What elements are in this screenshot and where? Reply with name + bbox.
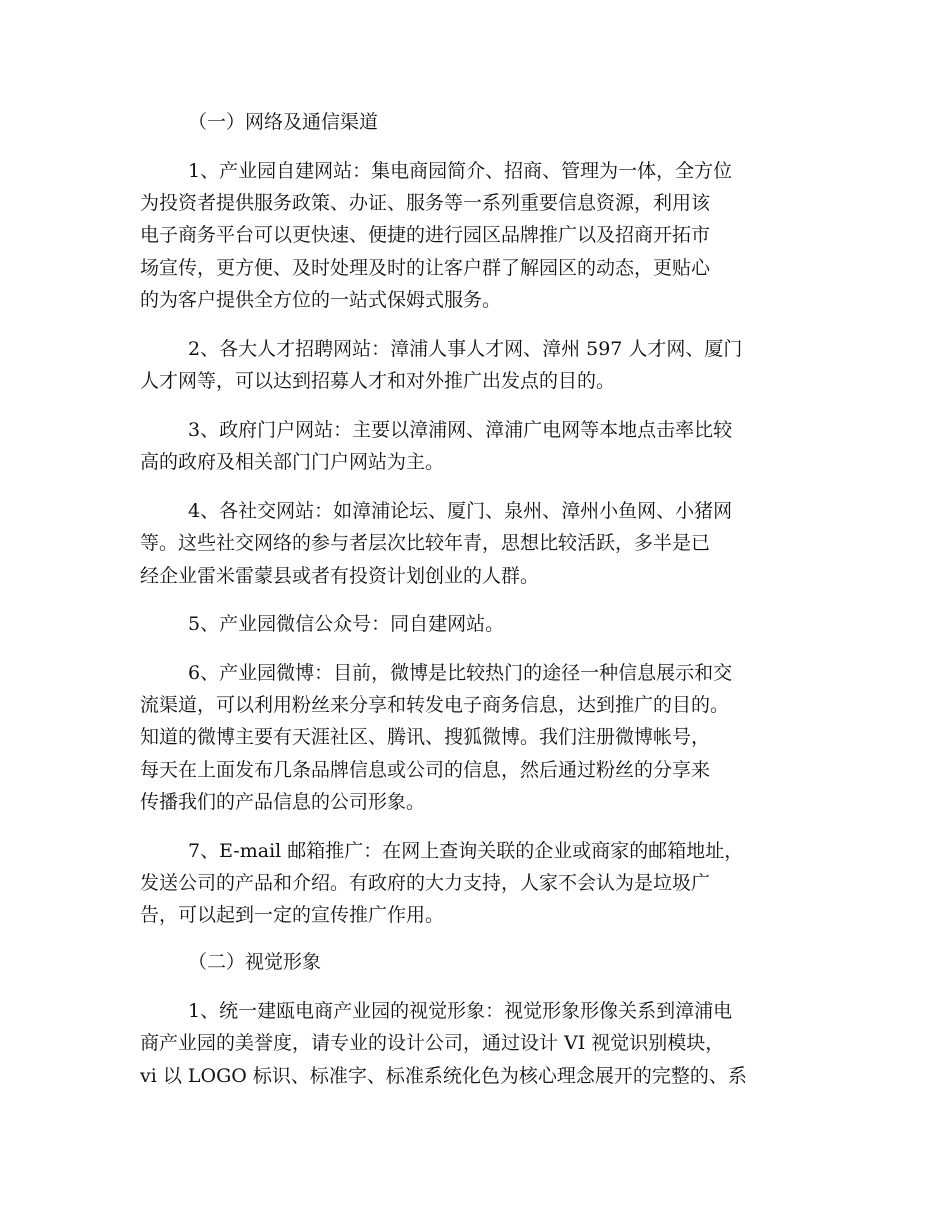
paragraph-line: 的为客户提供全方位的一站式保姆式服务。 <box>140 289 502 311</box>
paragraph-line: 为投资者提供服务政策、办证、服务等一系列重要信息资源，利用该 <box>140 192 711 214</box>
paragraph-line: 知道的微博主要有天涯社区、腾讯、搜狐微博。我们注册微博帐号， <box>140 726 711 748</box>
paragraph-line: 每天在上面发布几条品牌信息或公司的信息，然后通过粉丝的分享来 <box>140 759 711 781</box>
paragraph-line: 流渠道，可以利用粉丝来分享和转发电子商务信息，达到推广的目的。 <box>140 694 730 716</box>
paragraph-line: 场宣传，更方便、及时处理及时的让客户群了解园区的动态，更贴心 <box>140 257 711 279</box>
paragraph-line: 商产业园的美誉度，请专业的设计公司，通过设计 VI 视觉识别模块， <box>140 1032 725 1054</box>
paragraph-line: 6、产业园微博：目前，微博是比较热门的途径一种信息展示和交 <box>188 662 733 684</box>
paragraph-line: 高的政府及相关部门门户网站为主。 <box>140 451 445 473</box>
paragraph-line: 人才网等，可以达到招募人才和对外推广出发点的目的。 <box>140 370 616 392</box>
paragraph-line: 4、各社交网站：如漳浦论坛、厦门、泉州、漳州小鱼网、小猪网 <box>188 500 733 522</box>
paragraph-line: 1、产业园自建网站：集电商园简介、招商、管理为一体，全方位 <box>188 160 733 182</box>
paragraph-line: 1、统一建瓯电商产业园的视觉形象：视觉形象形像关系到漳浦电 <box>188 1000 733 1022</box>
paragraph-line: 告，可以起到一定的宣传推广作用。 <box>140 904 445 926</box>
paragraph-line: 等。这些社交网络的参与者层次比较年青，思想比较活跃，多半是已 <box>140 532 711 554</box>
paragraph-line: 2、各大人才招聘网站：漳浦人事人才网、漳州 597 人才网、厦门 <box>188 338 743 360</box>
paragraph-line: 经企业雷米雷蒙县或者有投资计划创业的人群。 <box>140 565 540 587</box>
paragraph-line: 5、产业园微信公众号：同自建网站。 <box>188 613 505 635</box>
paragraph-line: 传播我们的产品信息的公司形象。 <box>140 791 426 813</box>
paragraph-line: 3、政府门户网站：主要以漳浦网、漳浦广电网等本地点击率比较 <box>188 419 733 441</box>
section-heading-network: （一）网络及通信渠道 <box>188 111 379 133</box>
paragraph-line: 电子商务平台可以更快速、便捷的进行园区品牌推广以及招商开拓市 <box>140 224 711 246</box>
paragraph-line: 发送公司的产品和介绍。有政府的大力支持，人家不会认为是垃圾广 <box>140 872 711 894</box>
section-heading-visual: （二）视觉形象 <box>188 951 322 973</box>
paragraph-line: 7、E-mail 邮箱推广：在网上查询关联的企业或商家的邮箱地址， <box>188 840 744 862</box>
paragraph-line: vi 以 LOGO 标识、标准字、标准系统化色为核心理念展开的完整的、系 <box>140 1065 747 1087</box>
